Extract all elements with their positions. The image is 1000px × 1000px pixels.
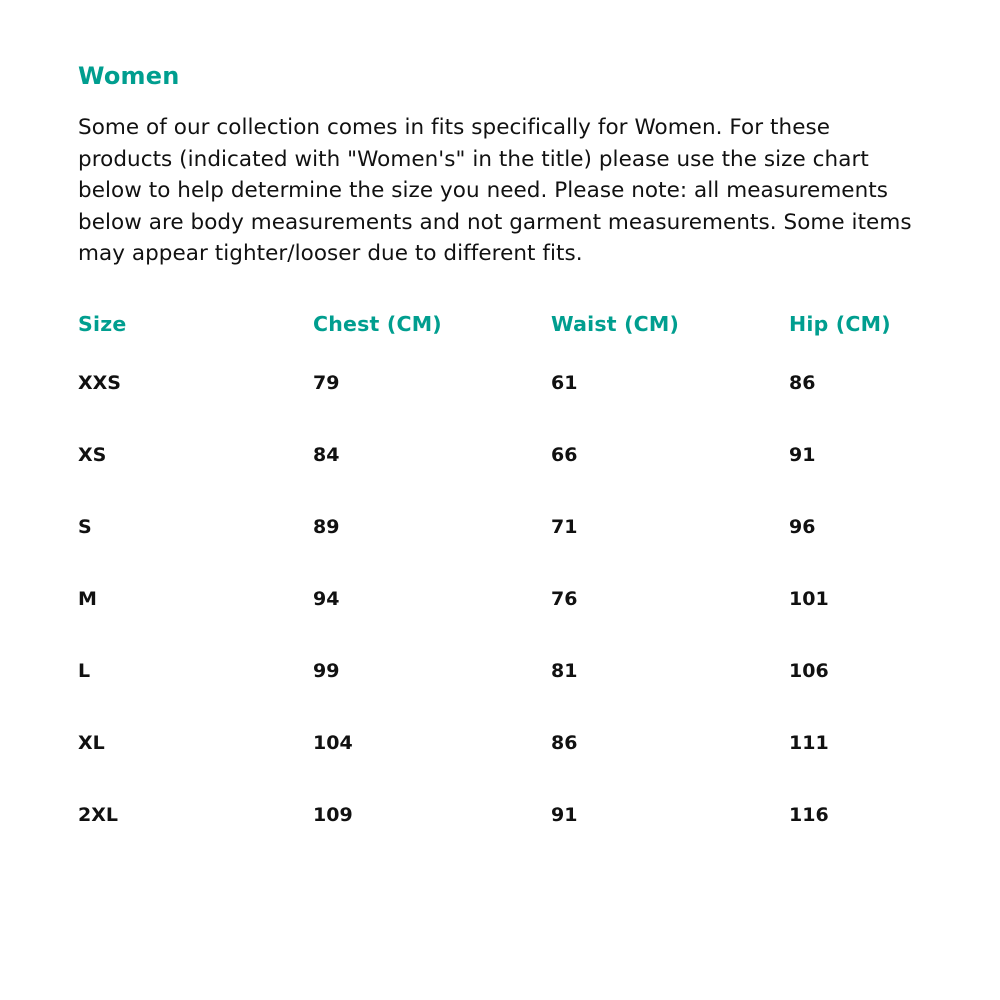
table-row [78,516,922,588]
cell-waist: 66 [551,443,578,466]
intro-paragraph: Some of our collection comes in fits specifically for Women. For these products (indicated with "Women's" in the title) please use the size chart below to help determine the size you need. Please note: all measurements below are body measurements and not garment measurements. Some items may appear tighter/looser due to different fits. [78,115,912,266]
cell-chest: 79 [313,371,340,394]
size-chart-table [78,304,922,876]
cell-waist: 76 [551,587,578,610]
cell-size: L [78,659,91,682]
table-header [78,304,922,372]
table-row [78,732,922,804]
column-header-size: Size [78,311,127,336]
cell-chest: 104 [313,731,353,754]
cell-chest: 84 [313,443,340,466]
cell-waist: 61 [551,371,578,394]
column-header-waist: Waist (CM) [551,311,680,336]
cell-chest: 94 [313,587,340,610]
cell-size: 2XL [78,803,118,826]
cell-hip: 116 [789,803,829,826]
cell-size: XS [78,443,107,466]
cell-hip: 86 [789,371,816,394]
page-title: Women [78,62,180,90]
table-header-row [78,304,922,372]
column-header-hip: Hip (CM) [789,311,891,336]
table-row [78,444,922,516]
cell-hip: 96 [789,515,816,538]
cell-waist: 86 [551,731,578,754]
cell-chest: 89 [313,515,340,538]
table-row [78,588,922,660]
table-row [78,372,922,444]
cell-size: XXS [78,371,121,394]
cell-waist: 81 [551,659,578,682]
cell-chest: 109 [313,803,353,826]
cell-hip: 106 [789,659,829,682]
cell-size: S [78,515,92,538]
cell-hip: 101 [789,587,829,610]
cell-hip: 111 [789,731,829,754]
cell-chest: 99 [313,659,340,682]
table-row [78,804,922,876]
cell-waist: 91 [551,803,578,826]
table-row [78,660,922,732]
cell-size: M [78,587,97,610]
table-body [78,372,922,876]
cell-size: XL [78,731,105,754]
column-header-chest: Chest (CM) [313,311,442,336]
cell-waist: 71 [551,515,578,538]
cell-hip: 91 [789,443,816,466]
